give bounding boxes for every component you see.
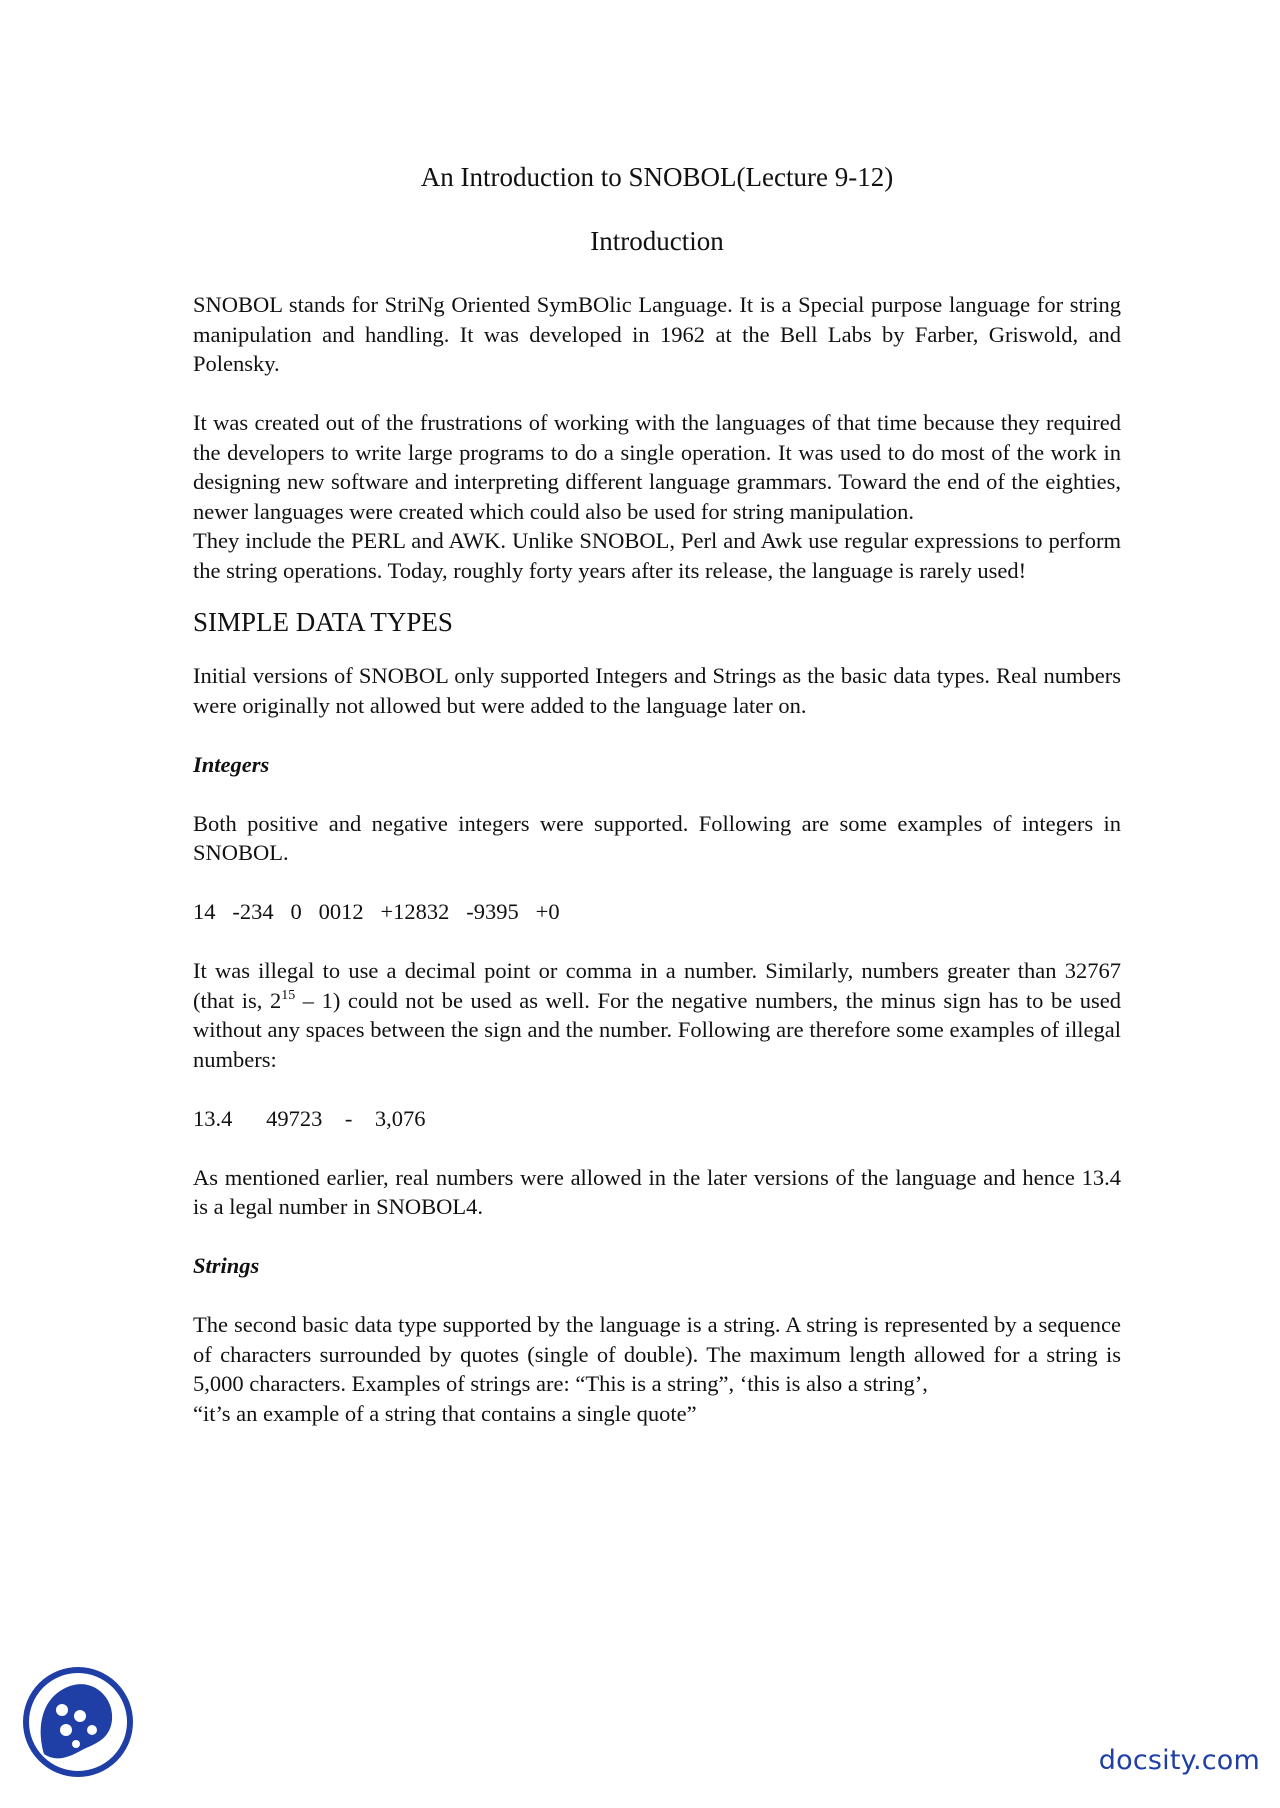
intro-paragraph-1: SNOBOL stands for StriNg Oriented SymBOlic Language. It is a Special purpose language for string manipulation and handling. It was developed in 1962 at the Bell Labs by Farber, Griswold, and Polensky. — [193, 292, 1121, 376]
illegal-numbers-paragraph — [193, 956, 1121, 1074]
strings-paragraph: The second basic data type supported by the language is a string. A string is represented by a sequence of characters surrounded by quotes (single of double). The maximum length allowed for a string is 5,000 characters. Examples of strings are: “This is a string”, ‘this is also a string’, — [193, 1312, 1121, 1396]
section-paragraph-1: Initial versions of SNOBOL only supported Integers and Strings as the basic data types. Real numbers were originally not allowed but were added to the language later on. — [193, 663, 1121, 718]
subheading-strings: Strings — [193, 1253, 260, 1278]
section-heading-simple-data-types: SIMPLE DATA TYPES — [193, 607, 453, 637]
exponent: 15 — [281, 987, 296, 1003]
real-numbers-paragraph: As mentioned earlier, real numbers were allowed in the later versions of the language and hence 13.4 is a legal number in SNOBOL4. — [193, 1164, 1121, 1219]
docsity-brand-link[interactable]: docsity.com — [1098, 1745, 1260, 1776]
intro-paragraph-3: They include the PERL and AWK. Unlike SNOBOL, Perl and Awk use regular expressions to perform the string operations. Today, roughly forty years after its release, the language is rarely used! — [193, 528, 1121, 583]
document-subtitle: Introduction — [590, 226, 724, 256]
strings-example-quote: “it’s an example of a string that contains a single quote” — [193, 1400, 697, 1426]
intro-paragraph-2: It was created out of the frustrations of working with the languages of that time because they required the developers to write large programs to do a single operation. It was used to do most of the work in designing new software and interpreting different language grammars. Toward the end of the eighties, newer languages were created which could also be used for string manipulation. — [193, 410, 1121, 524]
integer-examples: 14 -234 0 0012 +12832 -9395 +0 — [193, 899, 560, 924]
subheading-integers: Integers — [193, 751, 270, 777]
document-body — [193, 160, 1121, 1428]
docsity-logo-icon[interactable] — [22, 1666, 134, 1778]
illegal-text-part-2: – 1) could not be used as well. For the negative numbers, the minus sign has to be used without any spaces between the sign and the number. Following are therefore some examples of illegal numbers: — [193, 987, 1121, 1072]
document-title: An Introduction to SNOBOL(Lecture 9-12) — [420, 162, 894, 192]
illegal-number-examples: 13.4 49723 - 3,076 — [193, 1105, 426, 1131]
illegal-text-part-1: It was illegal to use a decimal point or comma in a number. Similarly, numbers greater than 32767 (that is, 2 — [193, 958, 1121, 1013]
integers-paragraph: Both positive and negative integers were supported. Following are some examples of integers in SNOBOL. — [193, 810, 1121, 865]
